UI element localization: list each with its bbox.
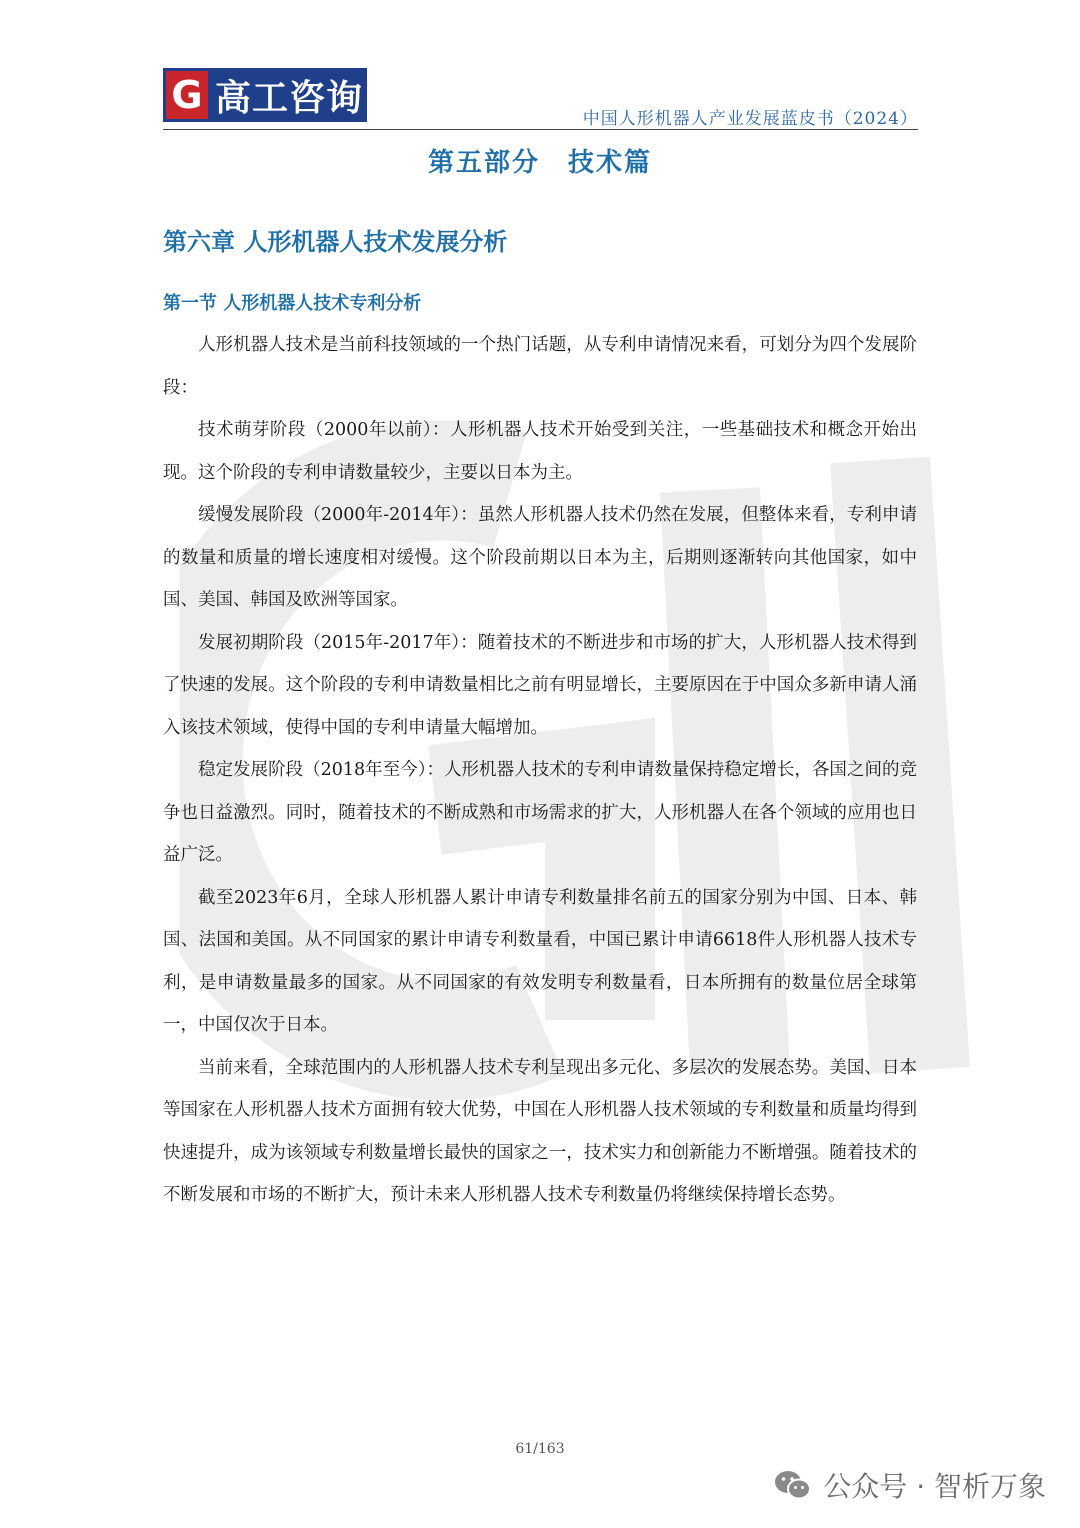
paragraph: 技术萌芽阶段（2000年以前）：人形机器人技术开始受到关注，一些基础技术和概念开始出现。这个阶段的专利申请数量较少，主要以日本为主。 xyxy=(163,420,917,483)
paragraph: 缓慢发展阶段（2000年-2014年）：虽然人形机器人技术仍然在发展，但整体来看，专利申请的数量和质量的增长速度相对缓慢。这个阶段前期以日本为主，后期则逐渐转向其他国家，如中国、美国、韩国及欧洲等国家。 xyxy=(163,505,917,610)
chapter-title: 第六章 人形机器人技术发展分析 xyxy=(163,228,508,256)
paragraph: 截至2023年6月，全球人形机器人累计申请专利数量排名前五的国家分别为中国、日本、韩国、法国和美国。从不同国家的累计申请专利数量看，中国已累计申请6618件人形机器人技术专利，是申请数量最多的国家。从不同国家的有效发明专利数量看，日本所拥有的数量位居全球第一，中国仅次于日本。 xyxy=(163,887,917,1035)
logo-text: 高工咨询 xyxy=(211,68,367,122)
header-divider xyxy=(163,129,918,130)
paragraph: 当前来看，全球范围内的人形机器人技术专利呈现出多元化、多层次的发展态势。美国、日本等国家在人形机器人技术方面拥有较大优势，中国在人形机器人技术领域的专利数量和质量均得到快速提升，成为该领域专利数量增长最快的国家之一，技术实力和创新能力不断增强。随着技术的不断发展和市场的不断扩大，预计未来人形机器人技术专利数量仍将继续保持增长态势。 xyxy=(163,1057,917,1205)
footer-brand-text: 公众号 · 智析万象 xyxy=(823,1470,1046,1503)
logo-mark: G xyxy=(163,68,211,122)
page-number: 61/163 xyxy=(515,1441,565,1457)
body-text xyxy=(163,324,917,1217)
wechat-icon xyxy=(773,1468,813,1502)
document-title: 中国人形机器人产业发展蓝皮书（2024） xyxy=(582,109,918,129)
company-logo xyxy=(163,68,367,122)
paragraph: 发展初期阶段（2015年-2017年）：随着技术的不断进步和市场的扩大，人形机器人技术得到了快速的发展。这个阶段的专利申请数量相比之前有明显增长，主要原因在于中国众多新申请人涌入该技术领域，使得中国的专利申请量大幅增加。 xyxy=(163,632,917,738)
footer-brand xyxy=(773,1465,1046,1505)
paragraph: 稳定发展阶段（2018年至今）：人形机器人技术的专利申请数量保持稳定增长，各国之间的竞争也日益激烈。同时，随着技术的不断成熟和市场需求的扩大，人形机器人在各个领域的应用也日益广泛。 xyxy=(163,760,917,865)
part-title: 第五部分 技术篇 xyxy=(427,148,652,178)
section-title: 第一节 人形机器人技术专利分析 xyxy=(163,293,422,314)
paragraph: 人形机器人技术是当前科技领域的一个热门话题，从专利申请情况来看，可划分为四个发展阶段： xyxy=(163,335,917,398)
